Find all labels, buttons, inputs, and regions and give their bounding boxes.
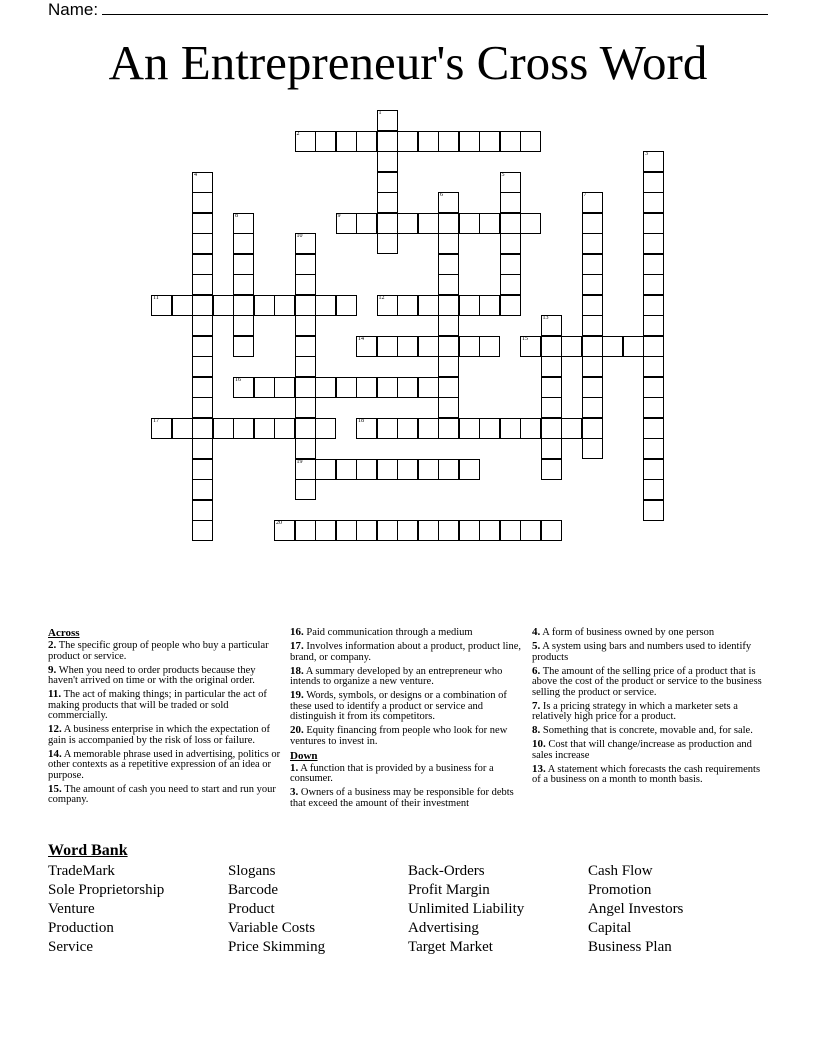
clue-number: 16 bbox=[235, 376, 241, 383]
crossword-cell[interactable] bbox=[479, 520, 500, 541]
crossword-cell[interactable] bbox=[459, 213, 480, 234]
crossword-cell[interactable] bbox=[192, 172, 213, 193]
crossword-cell[interactable] bbox=[479, 418, 500, 439]
crossword-cell[interactable] bbox=[356, 377, 377, 398]
page-title: An Entrepreneur's Cross Word bbox=[108, 35, 708, 90]
crossword-cell[interactable] bbox=[192, 213, 213, 234]
crossword-cell[interactable] bbox=[295, 315, 316, 336]
clue-number: 5 bbox=[501, 171, 505, 178]
crossword-cell[interactable] bbox=[582, 192, 603, 213]
crossword-cell[interactable] bbox=[643, 459, 664, 480]
crossword-cell[interactable] bbox=[438, 520, 459, 541]
crossword-cell[interactable] bbox=[582, 377, 603, 398]
crossword-cell[interactable] bbox=[377, 172, 398, 193]
crossword-cell[interactable] bbox=[233, 418, 254, 439]
crossword-cell[interactable] bbox=[418, 418, 439, 439]
crossword-cell[interactable] bbox=[479, 213, 500, 234]
crossword-cell[interactable] bbox=[459, 520, 480, 541]
crossword-cell[interactable] bbox=[500, 295, 521, 316]
crossword-cell[interactable] bbox=[336, 377, 357, 398]
down-clue-10: 10. Cost that will change/increase as production and sales increase bbox=[532, 738, 752, 761]
clue-column-3 bbox=[532, 627, 764, 788]
name-label: Name: bbox=[48, 0, 99, 19]
across-clue-16: 16. Paid communication through a medium bbox=[290, 626, 473, 638]
crossword-cell[interactable] bbox=[274, 377, 295, 398]
crossword-cell[interactable] bbox=[295, 336, 316, 357]
crossword-cell[interactable] bbox=[233, 377, 254, 398]
word-bank-item: Sole Proprietorship bbox=[48, 882, 165, 898]
crossword-cell[interactable] bbox=[295, 254, 316, 275]
clue-number: 15 bbox=[522, 335, 528, 342]
crossword-cell[interactable] bbox=[561, 418, 582, 439]
clue-number: 19 bbox=[296, 458, 303, 465]
crossword-cell[interactable] bbox=[438, 336, 459, 357]
clue-number: 2 bbox=[296, 130, 300, 137]
across-clue-14: 14. A memorable phrase used in advertising, politics or other contexts as a repetitive expression of an idea or purpose. bbox=[48, 747, 281, 781]
word-bank-item: Venture bbox=[48, 901, 95, 917]
crossword-cell[interactable] bbox=[541, 397, 562, 418]
word-bank-heading: Word Bank bbox=[48, 842, 128, 859]
crossword-cell[interactable] bbox=[336, 131, 357, 152]
crossword-cell[interactable] bbox=[582, 315, 603, 336]
clue-number: 12 bbox=[378, 294, 385, 301]
crossword-cell[interactable] bbox=[295, 397, 316, 418]
word-bank-item: Product bbox=[228, 901, 275, 917]
crossword-cell[interactable] bbox=[315, 459, 336, 480]
clue-column-2 bbox=[290, 627, 526, 812]
clue-number: 17 bbox=[153, 417, 159, 424]
word-bank-item: Angel Investors bbox=[588, 901, 684, 917]
crossword-cell[interactable] bbox=[315, 377, 336, 398]
down-clue-5: 5. A system using bars and numbers used to identify products bbox=[532, 640, 752, 663]
crossword-cell[interactable] bbox=[643, 315, 664, 336]
crossword-cell[interactable] bbox=[643, 500, 664, 521]
crossword-cell[interactable] bbox=[541, 315, 562, 336]
crossword-cell[interactable] bbox=[192, 336, 213, 357]
crossword-cell[interactable] bbox=[459, 336, 480, 357]
clue-number: 11 bbox=[153, 294, 159, 301]
crossword-cell[interactable] bbox=[541, 520, 562, 541]
clue-number: 10 bbox=[296, 233, 303, 239]
crossword-cell[interactable] bbox=[151, 295, 172, 316]
crossword-cell[interactable] bbox=[192, 233, 213, 254]
crossword-cell[interactable] bbox=[500, 418, 521, 439]
crossword-cell[interactable] bbox=[274, 418, 295, 439]
crossword-cell[interactable] bbox=[377, 131, 398, 152]
crossword-cell[interactable] bbox=[500, 172, 521, 193]
crossword-cell[interactable] bbox=[213, 295, 234, 316]
crossword-cell[interactable] bbox=[643, 438, 664, 459]
crossword-cell[interactable] bbox=[643, 274, 664, 295]
down-clue-1: 1. A function that is provided by a business for a consumer. bbox=[290, 761, 494, 784]
crossword-cell[interactable] bbox=[541, 356, 562, 377]
crossword-cell[interactable] bbox=[643, 479, 664, 500]
crossword-cell[interactable] bbox=[192, 500, 213, 521]
down-clue-8: 8. Something that is concrete, movable and, for sale. bbox=[532, 724, 753, 736]
crossword-cell[interactable] bbox=[233, 213, 254, 234]
down-heading: Down bbox=[290, 749, 318, 762]
crossword-cell[interactable] bbox=[643, 233, 664, 254]
crossword-cell[interactable] bbox=[418, 131, 439, 152]
crossword-cell[interactable] bbox=[336, 213, 357, 234]
crossword-cell[interactable] bbox=[582, 397, 603, 418]
crossword-cell[interactable] bbox=[500, 274, 521, 295]
crossword-cell[interactable] bbox=[377, 459, 398, 480]
crossword-cell[interactable] bbox=[192, 479, 213, 500]
crossword-cell[interactable] bbox=[192, 377, 213, 398]
crossword-cell[interactable] bbox=[418, 336, 439, 357]
crossword-cell[interactable] bbox=[397, 377, 418, 398]
crossword-cell[interactable] bbox=[356, 520, 377, 541]
crossword-cell[interactable] bbox=[541, 336, 562, 357]
crossword-cell[interactable] bbox=[377, 418, 398, 439]
crossword-cell[interactable] bbox=[582, 336, 603, 357]
across-clue-2: 2. The specific group of people who buy a particular product or service. bbox=[48, 639, 269, 662]
crossword-cell[interactable] bbox=[438, 233, 459, 254]
clue-number: 20 bbox=[276, 520, 282, 526]
crossword-cell[interactable] bbox=[418, 295, 439, 316]
crossword-cell[interactable] bbox=[192, 254, 213, 275]
crossword-cell[interactable] bbox=[520, 520, 541, 541]
crossword-cell[interactable] bbox=[438, 459, 459, 480]
crossword-cell[interactable] bbox=[397, 295, 418, 316]
crossword-cell[interactable] bbox=[315, 520, 336, 541]
crossword-cell[interactable] bbox=[295, 377, 316, 398]
crossword-cell[interactable] bbox=[438, 254, 459, 275]
crossword-cell[interactable] bbox=[418, 520, 439, 541]
crossword-cell[interactable] bbox=[295, 520, 316, 541]
clue-number: 3 bbox=[645, 151, 648, 157]
crossword-cell[interactable] bbox=[192, 315, 213, 336]
crossword-cell[interactable] bbox=[438, 131, 459, 152]
crossword-cell[interactable] bbox=[500, 213, 521, 234]
crossword-cell[interactable] bbox=[479, 295, 500, 316]
name-underline[interactable] bbox=[102, 2, 768, 15]
crossword-cell[interactable] bbox=[336, 459, 357, 480]
crossword-cell[interactable] bbox=[438, 418, 459, 439]
across-clue-18: 18. A summary developed by an entrepreneur who intends to organize a new venture. bbox=[290, 664, 503, 687]
crossword-cell[interactable] bbox=[459, 459, 480, 480]
crossword-cell[interactable] bbox=[643, 377, 664, 398]
word-bank-item: Barcode bbox=[228, 882, 278, 898]
crossword-cell[interactable] bbox=[233, 315, 254, 336]
across-clue-19: 19. Words, symbols, or designs or a combination of these used to identify a product or service and distinguish it from its competitors. bbox=[290, 689, 507, 722]
crossword-cell[interactable] bbox=[520, 418, 541, 439]
crossword-cell[interactable] bbox=[356, 336, 377, 357]
crossword-cell[interactable] bbox=[479, 131, 500, 152]
name-field[interactable] bbox=[48, 0, 768, 20]
crossword-cell[interactable] bbox=[377, 295, 398, 316]
crossword-cell[interactable] bbox=[582, 274, 603, 295]
crossword-cell[interactable] bbox=[192, 295, 213, 316]
crossword-cell[interactable] bbox=[500, 520, 521, 541]
crossword-cell[interactable] bbox=[377, 213, 398, 234]
across-clue-15: 15. The amount of cash you need to start and run your company. bbox=[48, 782, 276, 805]
crossword-cell[interactable] bbox=[623, 336, 644, 357]
crossword-cell[interactable] bbox=[438, 192, 459, 213]
crossword-cell[interactable] bbox=[418, 377, 439, 398]
crossword-cell[interactable] bbox=[233, 233, 254, 254]
crossword-cell[interactable] bbox=[438, 377, 459, 398]
crossword-cell[interactable] bbox=[500, 254, 521, 275]
crossword-cell[interactable] bbox=[295, 356, 316, 377]
crossword-cell[interactable] bbox=[582, 418, 603, 439]
crossword-cell[interactable] bbox=[438, 274, 459, 295]
crossword-cell[interactable] bbox=[643, 356, 664, 377]
crossword-cell[interactable] bbox=[192, 397, 213, 418]
word-bank-item: Cash Flow bbox=[588, 863, 653, 879]
crossword-cell[interactable] bbox=[520, 213, 541, 234]
across-heading: Across bbox=[48, 627, 80, 639]
crossword-cell[interactable] bbox=[274, 520, 295, 541]
crossword-cell[interactable] bbox=[295, 131, 316, 152]
clue-number: 14 bbox=[358, 335, 364, 342]
crossword-cell[interactable] bbox=[438, 397, 459, 418]
word-bank-item: Target Market bbox=[408, 939, 493, 955]
crossword-cell[interactable] bbox=[192, 520, 213, 541]
crossword-cell[interactable] bbox=[192, 438, 213, 459]
crossword-cell[interactable] bbox=[643, 254, 664, 275]
crossword-cell[interactable] bbox=[254, 295, 275, 316]
crossword-cell[interactable] bbox=[233, 336, 254, 357]
crossword-cell[interactable] bbox=[233, 254, 254, 275]
crossword-cell[interactable] bbox=[254, 377, 275, 398]
word-bank-item: Unlimited Liability bbox=[408, 901, 525, 917]
crossword-cell[interactable] bbox=[643, 213, 664, 234]
word-bank-item: Capital bbox=[588, 920, 632, 936]
clue-number: 7 bbox=[583, 192, 587, 198]
clue-number: 4 bbox=[194, 171, 197, 178]
clue-number: 18 bbox=[358, 417, 364, 424]
crossword-cell[interactable] bbox=[356, 213, 377, 234]
crossword-cell[interactable] bbox=[602, 336, 623, 357]
crossword-cell[interactable] bbox=[643, 397, 664, 418]
crossword-cell[interactable] bbox=[377, 336, 398, 357]
crossword-cell[interactable] bbox=[192, 356, 213, 377]
crossword-cell[interactable] bbox=[500, 233, 521, 254]
crossword-cell[interactable] bbox=[295, 418, 316, 439]
across-clue-12: 12. A business enterprise in which the expectation of gain is accompanied by the risk of loss or failure. bbox=[48, 723, 270, 746]
down-clue-6: 6. The amount of the selling price of a product that is above the cost of the product or service to the business selling the product or service. bbox=[532, 664, 762, 698]
crossword-cell[interactable] bbox=[233, 274, 254, 295]
crossword-cell[interactable] bbox=[643, 172, 664, 193]
crossword-cell[interactable] bbox=[520, 131, 541, 152]
crossword-cell[interactable] bbox=[377, 520, 398, 541]
crossword-cell[interactable] bbox=[295, 479, 316, 500]
crossword-cell[interactable] bbox=[520, 336, 541, 357]
crossword-cell[interactable] bbox=[541, 377, 562, 398]
crossword-cell[interactable] bbox=[295, 295, 316, 316]
crossword-cell[interactable] bbox=[295, 274, 316, 295]
across-clue-20: 20. Equity financing from people who look for new ventures to invest in. bbox=[290, 724, 508, 747]
crossword-cell[interactable] bbox=[397, 213, 418, 234]
crossword-cell[interactable] bbox=[315, 131, 336, 152]
crossword-cell[interactable] bbox=[315, 295, 336, 316]
crossword-cell[interactable] bbox=[397, 336, 418, 357]
word-bank-item: Advertising bbox=[408, 920, 479, 936]
crossword-cell[interactable] bbox=[643, 295, 664, 316]
crossword-cell[interactable] bbox=[397, 459, 418, 480]
crossword-cell[interactable] bbox=[295, 233, 316, 254]
crossword-cell[interactable] bbox=[295, 438, 316, 459]
word-bank-item: Promotion bbox=[588, 882, 652, 898]
crossword-cell[interactable] bbox=[582, 295, 603, 316]
crossword-cell[interactable] bbox=[397, 418, 418, 439]
crossword-cell[interactable] bbox=[582, 233, 603, 254]
crossword-cell[interactable] bbox=[643, 418, 664, 439]
crossword-cell[interactable] bbox=[438, 356, 459, 377]
crossword-cell[interactable] bbox=[459, 131, 480, 152]
crossword-cell[interactable] bbox=[561, 336, 582, 357]
across-clue-11: 11. The act of making things; in particular the act of making products that will be traded or sold commercially. bbox=[48, 688, 267, 721]
crossword-cell[interactable] bbox=[151, 418, 172, 439]
word-bank-item: Variable Costs bbox=[228, 920, 316, 936]
word-bank-item: Business Plan bbox=[588, 939, 672, 955]
clue-number: 1 bbox=[378, 110, 382, 116]
crossword-cell[interactable] bbox=[192, 192, 213, 213]
crossword-cell[interactable] bbox=[500, 131, 521, 152]
word-bank-item: Production bbox=[48, 920, 114, 936]
crossword-cell[interactable] bbox=[233, 295, 254, 316]
crossword-cell[interactable] bbox=[213, 418, 234, 439]
crossword-cell[interactable] bbox=[438, 213, 459, 234]
crossword-cell[interactable] bbox=[418, 459, 439, 480]
crossword-cell[interactable] bbox=[582, 254, 603, 275]
crossword-cell[interactable] bbox=[315, 418, 336, 439]
crossword-cell[interactable] bbox=[479, 336, 500, 357]
down-clue-3: 3. Owners of a business may be responsible for debts that exceed the amount of their investment bbox=[290, 786, 514, 809]
crossword-cell[interactable] bbox=[192, 418, 213, 439]
crossword-cell[interactable] bbox=[356, 418, 377, 439]
crossword-cell[interactable] bbox=[377, 192, 398, 213]
across-clue-17: 17. Involves information about a product, product line, brand, or company. bbox=[290, 640, 521, 663]
crossword-cell[interactable] bbox=[356, 131, 377, 152]
clue-number: 6 bbox=[440, 192, 443, 198]
crossword-cell[interactable] bbox=[356, 459, 377, 480]
crossword-cell[interactable] bbox=[438, 315, 459, 336]
crossword-cell[interactable] bbox=[418, 213, 439, 234]
across-clue-9: 9. When you need to order products because they haven't arrived on time or with the original order. bbox=[48, 663, 256, 686]
crossword-cell[interactable] bbox=[643, 151, 664, 172]
clue-number: 9 bbox=[337, 212, 341, 219]
crossword-cell[interactable] bbox=[377, 110, 398, 131]
crossword-cell[interactable] bbox=[582, 438, 603, 459]
word-bank-item: Slogans bbox=[228, 863, 276, 879]
word-bank-item: TradeMark bbox=[48, 863, 115, 879]
crossword-cell[interactable] bbox=[254, 418, 275, 439]
crossword-cell[interactable] bbox=[377, 151, 398, 172]
crossword-cell[interactable] bbox=[377, 377, 398, 398]
crossword-cell[interactable] bbox=[459, 295, 480, 316]
crossword-cell[interactable] bbox=[582, 213, 603, 234]
word-bank-item: Service bbox=[48, 939, 93, 955]
crossword-cell[interactable] bbox=[541, 418, 562, 439]
word-bank-item: Price Skimming bbox=[228, 939, 326, 955]
crossword-cell[interactable] bbox=[541, 459, 562, 480]
crossword-cell[interactable] bbox=[582, 356, 603, 377]
crossword-cell[interactable] bbox=[377, 233, 398, 254]
crossword-cell[interactable] bbox=[643, 192, 664, 213]
down-clue-7: 7. Is a pricing strategy in which a marketer sets a relatively high price for a product. bbox=[532, 699, 738, 722]
crossword-cell[interactable] bbox=[643, 336, 664, 357]
crossword-cell[interactable] bbox=[397, 131, 418, 152]
word-bank-item: Back-Orders bbox=[408, 863, 485, 879]
crossword-cell[interactable] bbox=[336, 520, 357, 541]
crossword-cell[interactable] bbox=[172, 295, 193, 316]
crossword-cell[interactable] bbox=[274, 295, 295, 316]
down-clue-4: 4. A form of business owned by one person bbox=[532, 626, 715, 638]
word-bank-item: Profit Margin bbox=[408, 882, 490, 898]
crossword-cell[interactable] bbox=[172, 418, 193, 439]
crossword-cell[interactable] bbox=[541, 438, 562, 459]
clue-number: 8 bbox=[235, 212, 238, 219]
crossword-cell[interactable] bbox=[295, 459, 316, 480]
crossword-cell[interactable] bbox=[438, 295, 459, 316]
crossword-cell[interactable] bbox=[500, 192, 521, 213]
crossword-cell[interactable] bbox=[336, 295, 357, 316]
crossword-cell[interactable] bbox=[459, 418, 480, 439]
down-clue-13: 13. A statement which forecasts the cash requirements of a business on a month to month basis. bbox=[532, 762, 761, 785]
crossword-cell[interactable] bbox=[192, 459, 213, 480]
clue-column-1 bbox=[48, 627, 284, 808]
crossword-cell[interactable] bbox=[397, 520, 418, 541]
clue-number: 13 bbox=[542, 315, 549, 321]
crossword-cell[interactable] bbox=[192, 274, 213, 295]
